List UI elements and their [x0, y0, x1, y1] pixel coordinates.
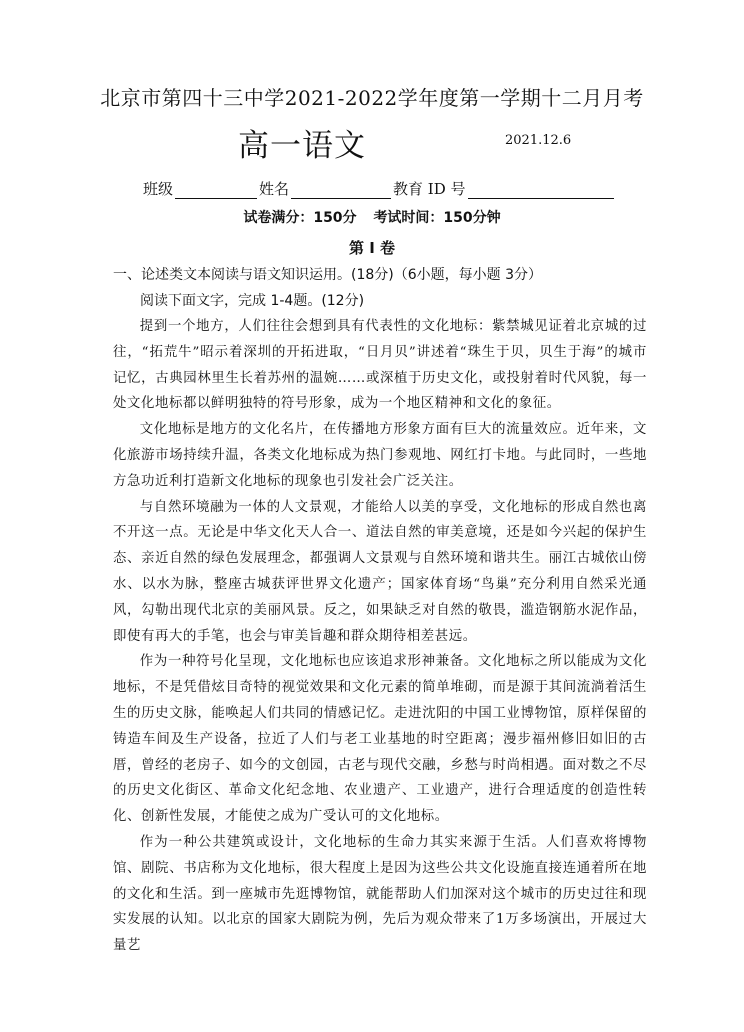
exam-time: 考试时间：150分钟 [373, 210, 501, 226]
class-blank[interactable] [175, 184, 257, 199]
exam-date: 2021.12.6 [505, 133, 572, 148]
paragraph: 文化地标是地方的文化名片，在传播地方形象方面有巨大的流量效应。近年来，文化旅游市场持续升温，各类文化地标成为热门参观地、网红打卡地。与此同时，一些地方急功近利打造新文化地标的现象也引发社会广泛关注。 [113, 422, 647, 489]
edu-id-blank[interactable] [468, 184, 614, 199]
subject-title: 高一语文 [238, 128, 366, 164]
paragraph: 与自然环境融为一体的人文景观，才能给人以美的享受，文化地标的形成自然也离不开这一点。无论是中华文化天人合一、道法自然的审美意境，还是如今兴起的保护生态、亲近自然的绿色发展理念，都强调人文景观与自然环境和谐共生。丽江古城依山傍水、以水为脉，整座古城获评世界文化遗产；国家体育场“鸟巢”充分利用自然采光通风，勾勒出现代北京的美丽风景。反之，如果缺乏对自然的敬畏，滥造钢筋水泥作品，即使有再大的手笔，也会与审美旨趣和群众期待相差甚远。 [113, 499, 647, 644]
reading-passage [113, 314, 647, 959]
paragraph: 作为一种符号化呈现，文化地标也应该追求形神兼备。文化地标之所以能成为文化地标，不是凭借炫目奇特的视觉效果和文化元素的简单堆砌，而是源于其间流淌着活生生的历史文脉，能唤起人们共同的情感记忆。走进沈阳的中国工业博物馆，原样保留的铸造车间及生产设备，拉近了人们与老工业基地的时空距离；漫步福州修旧如旧的古厝，曾经的老房子、如今的文创园，古老与现代交融，乡愁与时尚相遇。面对数之不尽的历史文化街区、革命文化纪念地、农业遗产、工业遗产，进行合理适度的创造性转化、创新性发展，才能使之成为广受认可的文化地标。 [113, 654, 647, 825]
class-label: 班级 [143, 180, 174, 198]
student-info-row [143, 178, 616, 199]
full-score: 试卷满分：150分 [243, 210, 357, 226]
edu-id-label: 教育 ID 号 [393, 180, 466, 198]
name-label: 姓名 [259, 180, 290, 198]
exam-meta [0, 207, 744, 227]
school-exam-title: 北京市第四十三中学2021-2022学年度第一学期十二月月考 [100, 86, 644, 110]
paragraph: 作为一种公共建筑或设计，文化地标的生命力其实来源于生活。人们喜欢将博物馆、剧院、书店称为文化地标，很大程度上是因为这些公共文化设施直接连通着所在地的文化和生活。到一座城市先逛博物馆，就能帮助人们加深对这个城市的历史过往和现实发展的认知。以北京的国家大剧院为例，先后为观众带来了1万多场演出，开展过大量艺 [113, 834, 647, 954]
name-blank[interactable] [291, 184, 391, 199]
paragraph: 提到一个地方，人们往往会想到具有代表性的文化地标：紫禁城见证着北京城的过往，“拓荒牛”昭示着深圳的开拓进取，“日月贝”讲述着“珠生于贝，贝生于海”的城市记忆，古典园林里生长着苏州的温婉……或深植于历史文化，或投射着时代风貌，每一处文化地标都以鲜明独特的符号形象，成为一个地区精神和文化的象征。 [113, 319, 647, 412]
reading-instruction: 阅读下面文字，完成 1-4题。(12分) [140, 293, 365, 309]
volume-label: 第 I 卷 [348, 239, 396, 257]
section-heading: 一、论述类文本阅读与语文知识运用。(18分)（6小题，每小题 3分） [113, 267, 543, 283]
